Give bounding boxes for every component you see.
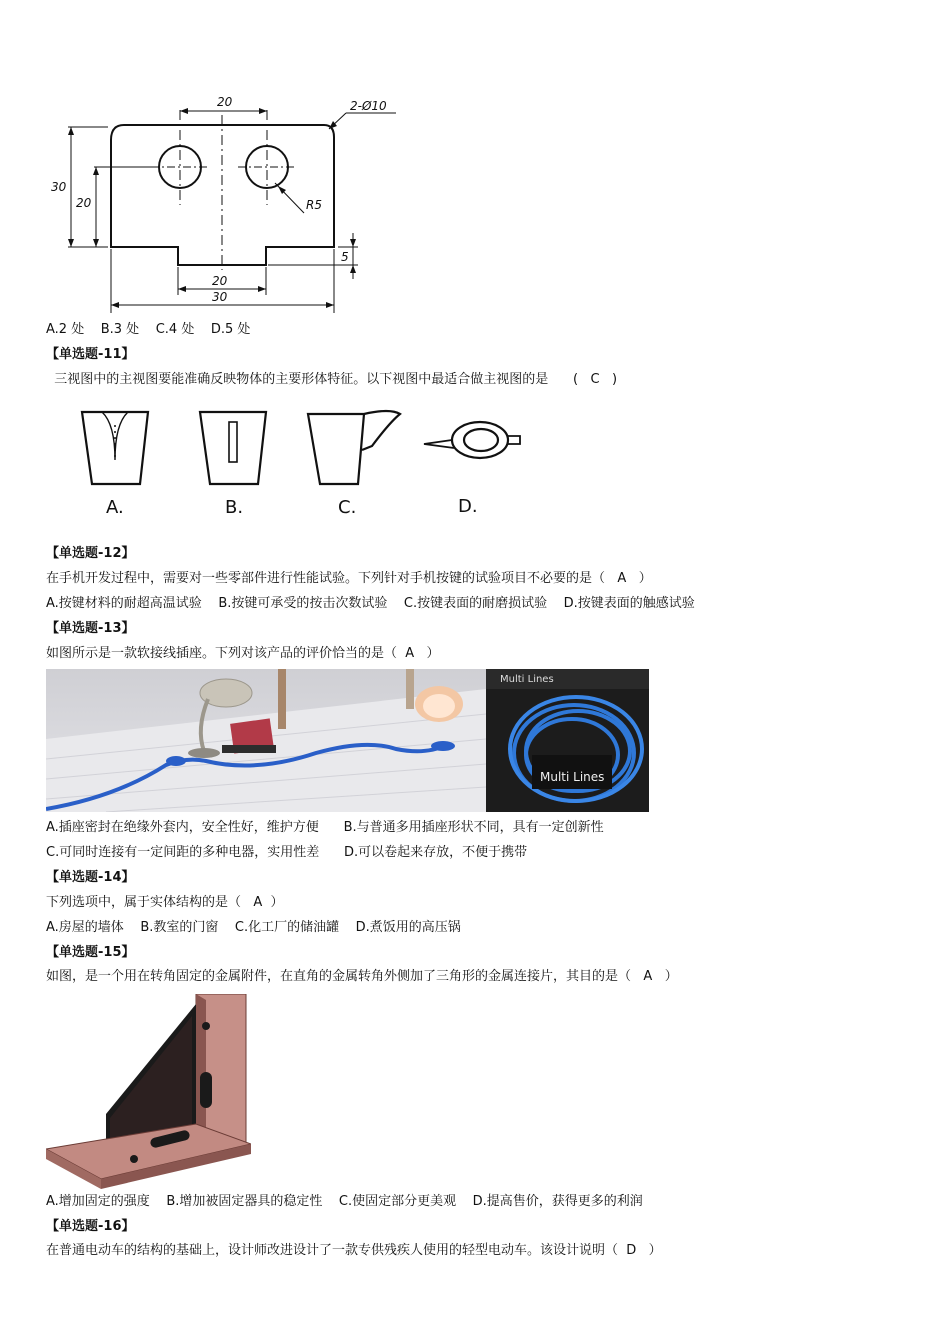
q11-stem: 三视图中的主视图要能准确反映物体的主要形体特征。以下视图中最适合做主视图的是 ( C ) — [46, 372, 618, 387]
q15-options: A.增加固定的强度 B.增加被固定器具的稳定性 C.使固定部分更美观 D.提高售价，获得更多的利润 — [46, 1194, 643, 1209]
dim-right-5: 5 — [341, 250, 349, 264]
view-d-shape — [452, 422, 508, 458]
view-label-a: A. — [106, 497, 124, 518]
packaged-cable-photo — [486, 669, 649, 812]
dim-bottom-20: 20 — [212, 274, 228, 288]
q16-stem: 在普通电动车的结构的基础上，设计师改进设计了一款专供残疾人使用的轻型电动车。该设计说明（ D ） — [46, 1243, 662, 1258]
dim-bottom-30: 30 — [212, 290, 228, 304]
q13-options-ab: A.插座密封在绝缘外套内，安全性好，维护方便 B.与普通多用插座形状不同，具有一定创新性 — [46, 820, 604, 835]
dim-top-20: 20 — [217, 95, 233, 109]
view-options-figure — [72, 400, 532, 522]
q12-options: A.按键材料的耐超高温试验 B.按键可承受的按击次数试验 C.按键表面的耐磨损试验 D.按键表面的触感试验 — [46, 596, 695, 611]
view-label-b: B. — [225, 497, 244, 518]
q16-header: 【单选题-16】 — [46, 1219, 135, 1234]
view-label-c: C. — [338, 497, 357, 518]
dim-left-20: 20 — [76, 196, 92, 210]
dim-r5: R5 — [306, 198, 322, 212]
corner-bracket-figure — [46, 994, 251, 1189]
q10-options: A.2 处 B.3 处 C.4 处 D.5 处 — [46, 322, 251, 337]
view-c-shape — [308, 411, 400, 484]
package-top-label: Multi Lines — [500, 674, 554, 685]
q13-stem: 如图所示是一款软接线插座。下列对该产品的评价恰当的是（ A ） — [46, 646, 440, 661]
q12-stem: 在手机开发过程中，需要对一些零部件进行性能试验。下列针对手机按键的试验项目不必要的是（ A ） — [46, 571, 652, 586]
dim-left-30: 30 — [51, 180, 67, 194]
q13-header: 【单选题-13】 — [46, 621, 135, 636]
q15-stem: 如图，是一个用在转角固定的金属附件，在直角的金属转角外侧加了三角形的金属连接片，其目的是（ A ） — [46, 969, 678, 984]
power-strip-photo — [46, 669, 486, 812]
view-label-d: D. — [458, 496, 478, 517]
q14-options: A.房屋的墙体 B.教室的门窗 C.化工厂的储油罐 D.煮饭用的高压锅 — [46, 920, 461, 935]
q14-header: 【单选题-14】 — [46, 870, 135, 885]
technical-drawing — [46, 95, 406, 317]
q11-header: 【单选题-11】 — [46, 347, 135, 362]
q13-options-cd: C.可同时连接有一定间距的多种电器，实用性差 D.可以卷起来存放，不便于携带 — [46, 845, 528, 860]
q12-header: 【单选题-12】 — [46, 546, 135, 561]
dim-holes: 2-Ø10 — [350, 99, 387, 113]
package-label: Multi Lines — [540, 770, 605, 784]
q14-stem: 下列选项中，属于实体结构的是（ A ） — [46, 895, 284, 910]
q15-header: 【单选题-15】 — [46, 945, 135, 960]
